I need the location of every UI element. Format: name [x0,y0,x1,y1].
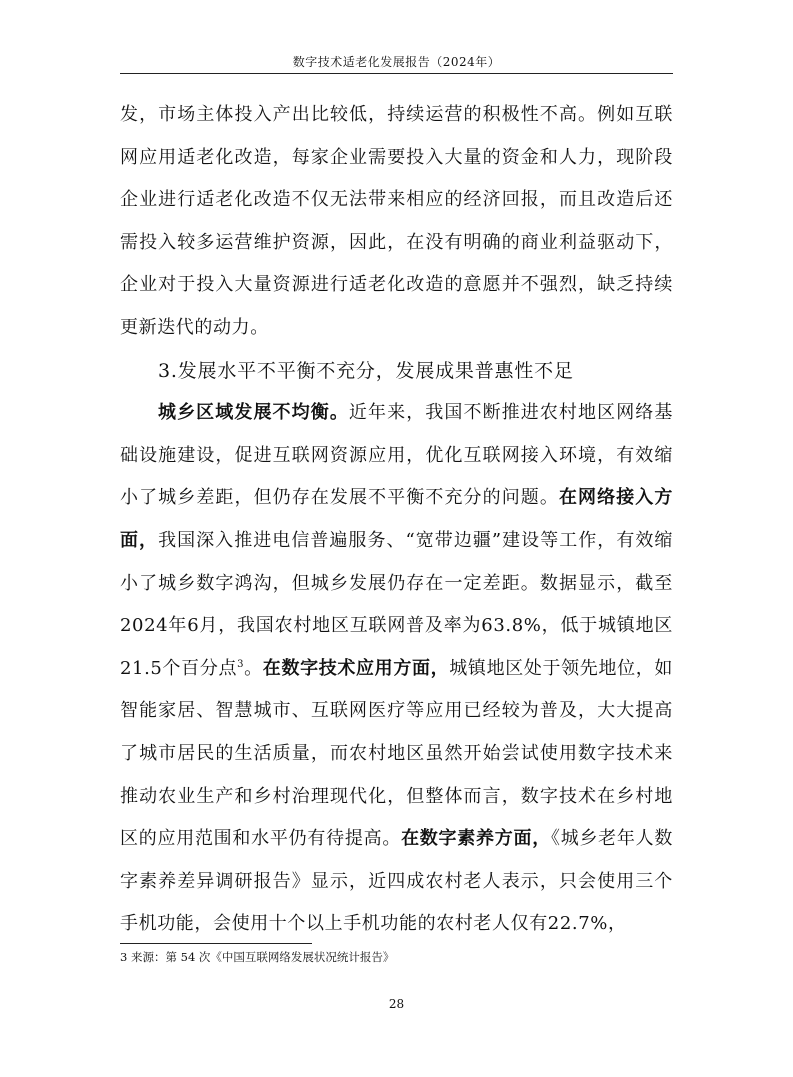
bold-lead-tech-application: 在数字技术应用方面， [262,657,450,679]
footnote: 3 来源：第 54 次《中国互联网络发展状况统计报告》 [120,950,395,964]
section-heading: 3.发展水平不平衡不充分，发展成果普惠性不足 [158,359,574,382]
running-header: 数字技术适老化发展报告（2024年） [292,55,501,69]
header-rule [120,73,673,74]
paragraph-text: 我国深入推进电信普遍服务、“宽带边疆”建设等工作，有效缩小了城乡数字鸿沟，但城乡发展仍存在一定差距。数据显示，截至2024年6月，我国农村地区互联网普及率为63.8%，低于城镇地区21.5个百分点 [120,529,674,679]
footnote-reference[interactable]: 3 [237,658,245,670]
page-number: 28 [388,997,405,1011]
paragraph-text: 近年来，我国不断推进农村地区网络基础设施建设，促进互联网资源应用，优化互联网接入环境，有效缩小了城乡差距，但仍存在发展不平衡不充分的问题。 [120,402,673,509]
footnote-rule [120,943,312,944]
paragraph-text: 。 [244,657,263,679]
paragraph-continuation: 发，市场主体投入产出比较低，持续运营的积极性不高。例如互联网应用适老化改造，每家企业需要投入大量的资金和人力，现阶段企业进行适老化改造不仅无法带来相应的经济回报，而且改造后还需投入较多运营维护资源，因此，在没有明确的商业利益驱动下，企业对于投入大量资源进行适老化改造的意愿并不强烈，缺乏持续更新迭代的动力。 [120,104,673,338]
body-text [120,94,673,946]
paragraph-text: 城镇地区处于领先地位，如智能家居、智慧城市、互联网医疗等应用已经较为普及，大大提高了城市居民的生活质量，而农村地区虽然开始尝试使用数字技术来推动农业生产和乡村治理现代化，但整体而言，数字技术在乡村地区的应用范围和水平仍有待提高。 [120,657,674,850]
paragraph-urban-rural [120,392,673,946]
bold-lead-network-access: 在网络接入方面， [120,487,673,551]
bold-lead-digital-literacy: 在数字素养方面， [401,828,551,850]
bold-lead-urban-rural: 城乡区域发展不均衡。 [158,402,349,424]
paragraph-text: 《城乡老年人数字素养差异调研报告》显示，近四成农村老人表示，只会使用三个手机功能，会使用十个以上手机功能的农村老人仅有22.7%， [120,828,673,935]
